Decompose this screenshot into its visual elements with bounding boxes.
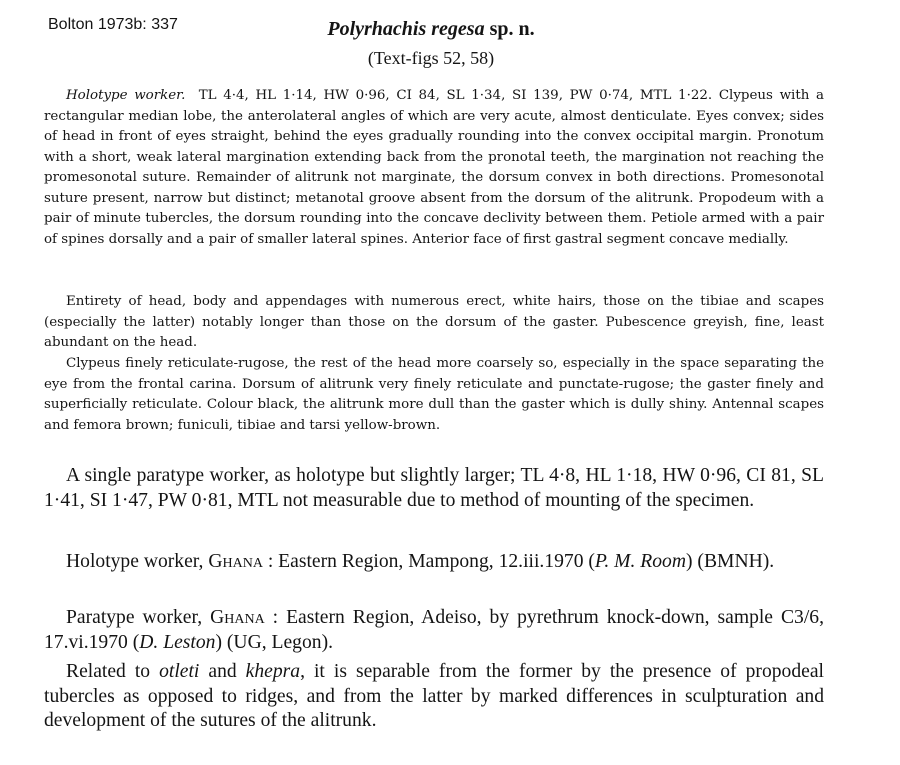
related-species-1: otleti (159, 661, 200, 682)
comparison-text-3: , it is separable from the former by the presence of propodeal tubercles as opposed to ridges, and from the latter by marked differences in sculpturation and development of the sutures of the alitrunk. (44, 661, 824, 731)
holotype-description-paragraph (44, 86, 824, 250)
related-species-2: khepra (245, 661, 301, 682)
comparison-text-1: Related to (66, 661, 151, 682)
paratype-record-suffix: ) (UG, Legon). (215, 631, 333, 653)
holotype-record-paragraph (44, 550, 824, 575)
citation-reference: Bolton 1973b: 337 (48, 16, 178, 33)
morphology-text: Clypeus with a rectangular median lobe, the anterolateral angles of which are very acute, almost denticulate. Eyes convex; sides of head in front of eyes straight, behind the eyes gradually rounding into the convex occipital margin. Pronotum with a short, weak lateral margination extending back from the pronotal teeth, the margination not reaching the promesonotal suture. Remainder of alitrunk not marginate, the dorsum convex in both directions. Promesonotal suture present, narrow but distinct; metanotal groove absent from the dorsum of the alitrunk. Propodeum with a pair of minute tubercles, the dorsum rounding into the concave declivity between them. Petiole armed with a pair of spines dorsally and a pair of smaller lateral spines. Anterior face of first gastral segment concave medially. (44, 88, 824, 247)
paratype-paragraph: A single paratype worker, as holotype but slightly larger; TL 4·8, HL 1·18, HW 0·96, CI 81, SL 1·41, SI 1·47, PW 0·81, MTL not measurable due to method of mounting of the specimen. (44, 465, 824, 511)
comparison-text-2: and (208, 661, 237, 682)
pilosity-paragraph: Entirety of head, body and appendages with numerous erect, white hairs, those on the tibiae and scapes (especially the latter) notably longer than those on the dorsum of the gaster. Pubescence greyish, fine, least abundant on the head. (44, 294, 824, 350)
species-title (0, 18, 862, 41)
sculpture-colour-paragraph: Clypeus finely reticulate-rugose, the rest of the head more coarsely so, especially in the space separating the eye from the frontal carina. Dorsum of alitrunk very finely reticulate and punctate-rugose; the gaster finely and superficially reticulate. Colour black, the alitrunk more dull than the gaster which is dully shiny. Antennal scapes and femora brown; funiculi, tibiae and tarsi yellow-brown. (44, 356, 824, 433)
paratype-collector: D. Leston (139, 631, 216, 653)
paratype-record-paragraph (44, 606, 824, 655)
holotype-measurements: TL 4·4, HL 1·14, HW 0·96, CI 84, SL 1·34, SI 139, PW 0·74, MTL 1·22. (198, 88, 713, 103)
species-suffix: sp. n. (489, 18, 535, 40)
species-name: Polyrhachis regesa (327, 18, 485, 40)
holotype-record-suffix: ) (BMNH). (686, 551, 775, 572)
holotype-locality: : Eastern Region, Mampong, 12.iii.1970 ( (267, 551, 595, 572)
holotype-record-prefix: Holotype worker, (66, 551, 204, 572)
comparison-paragraph (44, 660, 824, 734)
holotype-label: Holotype worker. (66, 88, 186, 103)
holotype-collector: P. M. Room (594, 551, 686, 572)
holotype-country: Ghana (208, 551, 263, 572)
paratype-record-prefix: Paratype worker, (66, 607, 203, 628)
paratype-locality: : Eastern Region, Adeiso, by pyrethrum knock-down, sample C3/6, 17.vi.1970 ( (44, 607, 824, 653)
figure-reference: (Text-figs 52, 58) (367, 48, 495, 68)
paratype-country: Ghana (210, 607, 265, 628)
